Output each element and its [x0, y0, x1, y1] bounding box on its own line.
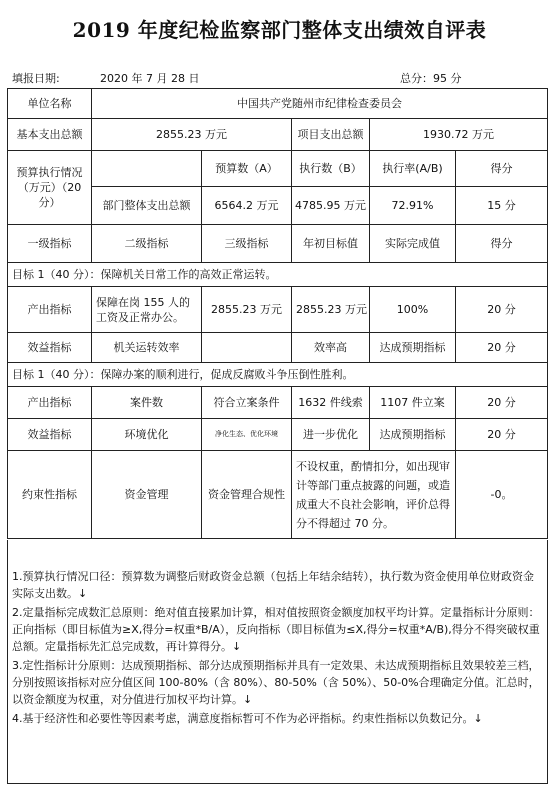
goal2-output-score: 20 分: [456, 387, 548, 419]
goal1-effect-actual: 达成预期指标: [370, 333, 456, 363]
exec-value: 4785.95 万元: [292, 187, 370, 225]
goal2-effect-actual: 达成预期指标: [370, 419, 456, 451]
budget-blank: [92, 151, 202, 187]
rate-value: 72.91%: [370, 187, 456, 225]
goal2-effect-target: 进一步优化: [292, 419, 370, 451]
basic-value: 2855.23 万元: [92, 119, 292, 151]
goal1-effect-row: [8, 333, 548, 363]
goal1-output-l3: 2855.23 万元: [202, 287, 292, 333]
budget-score: 15 分: [456, 187, 548, 225]
goal1-output-l2: 保障在岗 155 人的工资及正常办公。: [92, 287, 202, 333]
constraint-l2: 资金管理: [92, 451, 202, 539]
col-score: 得分: [456, 151, 548, 187]
constraint-row: [8, 451, 548, 539]
unit-label: 单位名称: [8, 89, 92, 119]
goal2-output-l1: 产出指标: [8, 387, 92, 419]
goal2-output-target: 1632 件线索: [292, 387, 370, 419]
basic-row: [8, 119, 548, 151]
col-exec: 执行数（B）: [292, 151, 370, 187]
evaluation-table: [7, 88, 548, 539]
goal2-row: [8, 363, 548, 387]
indicator-l2: 二级指标: [92, 225, 202, 263]
goal2-output-actual: 1107 件立案: [370, 387, 456, 419]
col-rate: 执行率(A/B): [370, 151, 456, 187]
goal2-output-l2: 案件数: [92, 387, 202, 419]
indicator-l3: 三级指标: [202, 225, 292, 263]
unit-value: 中国共产党随州市纪律检查委员会: [92, 89, 548, 119]
project-label: 项目支出总额: [292, 119, 370, 151]
goal2-effect-l3: 净化生态、优化环境: [202, 419, 292, 451]
goal2-effect-l2: 环境优化: [92, 419, 202, 451]
constraint-text: 不设权重，酌情扣分，如出现审计等部门重点披露的问题，或造成重大不良社会影响，评价总得分不得超过 70 分。: [292, 451, 456, 539]
indicator-actual: 实际完成值: [370, 225, 456, 263]
goal2-output-row: [8, 387, 548, 419]
budget-header-row: [8, 151, 548, 187]
note-3: 3.定性指标计分原则：达成预期指标、部分达成预期指标并具有一定效果、未达成预期指标且效果较差三档，分别按照该指标对应分值区间 100-80%（含 80%）、80-50%（含 50%）、50-0%合理确定分值。汇总时，以资金额度为权重，对分值进行加权平均计算。↓: [12, 659, 540, 706]
budget-value: 6564.2 万元: [202, 187, 292, 225]
goal1-output-actual: 100%: [370, 287, 456, 333]
note-2: 2.定量指标完成数汇总原则：绝对值直接累加计算，相对值按照资金额度加权平均计算。定量指标计分原则：正向指标（即目标值为≥X,得分=权重*B/A），反向指标（即目标值为≤X,得分=权重*A/B),得分不得突破权重总额。定量指标先汇总完成数，再计算得分。↓: [12, 606, 540, 653]
constraint-l3: 资金管理合规性: [202, 451, 292, 539]
indicator-l1: 一级指标: [8, 225, 92, 263]
goal1-effect-target: 效率高: [292, 333, 370, 363]
constraint-score: -0。: [456, 451, 548, 539]
goal1-text: 目标 1（40 分）：保障机关日常工作的高效正常运转。: [8, 263, 548, 287]
indicator-score: 得分: [456, 225, 548, 263]
notes: [12, 568, 544, 729]
goal1-effect-l2: 机关运转效率: [92, 333, 202, 363]
fill-date-label: 填报日期:: [12, 72, 60, 85]
goal1-effect-l3: [202, 333, 292, 363]
goal2-text: 目标 1（40 分）：保障办案的顺利进行，促成反腐败斗争压倒性胜利。: [8, 363, 548, 387]
goal2-output-l3: 符合立案条件: [202, 387, 292, 419]
goal1-output-score: 20 分: [456, 287, 548, 333]
basic-label: 基本支出总额: [8, 119, 92, 151]
project-value: 1930.72 万元: [370, 119, 548, 151]
fill-date: 2020 年 7 月 28 日: [100, 72, 200, 85]
budget-item-label: 部门整体支出总额: [92, 187, 202, 225]
goal1-row: [8, 263, 548, 287]
goal1-output-l1: 产出指标: [8, 287, 92, 333]
goal1-effect-l1: 效益指标: [8, 333, 92, 363]
note-4: 4.基于经济性和必要性等因素考虑，满意度指标暂可不作为必评指标。约束性指标以负数记分。↓: [12, 712, 483, 725]
constraint-l1: 约束性指标: [8, 451, 92, 539]
goal1-effect-score: 20 分: [456, 333, 548, 363]
page-title: 2019 年度纪检监察部门整体支出绩效自评表: [72, 18, 487, 42]
budget-row-label: 预算执行情况（万元）（20 分）: [8, 151, 92, 225]
indicator-target: 年初目标值: [292, 225, 370, 263]
goal2-effect-score: 20 分: [456, 419, 548, 451]
total-score: 总分：95 分: [400, 72, 462, 85]
goal2-effect-row: [8, 419, 548, 451]
goal1-output-target: 2855.23 万元: [292, 287, 370, 333]
indicator-header-row: [8, 225, 548, 263]
goal2-effect-l1: 效益指标: [8, 419, 92, 451]
col-budget: 预算数（A）: [202, 151, 292, 187]
unit-row: [8, 89, 548, 119]
note-1: 1.预算执行情况口径：预算数为调整后财政资金总额（包括上年结余结转），执行数为资金使用单位财政资金实际支出数。↓: [12, 570, 534, 600]
goal1-output-row: [8, 287, 548, 333]
